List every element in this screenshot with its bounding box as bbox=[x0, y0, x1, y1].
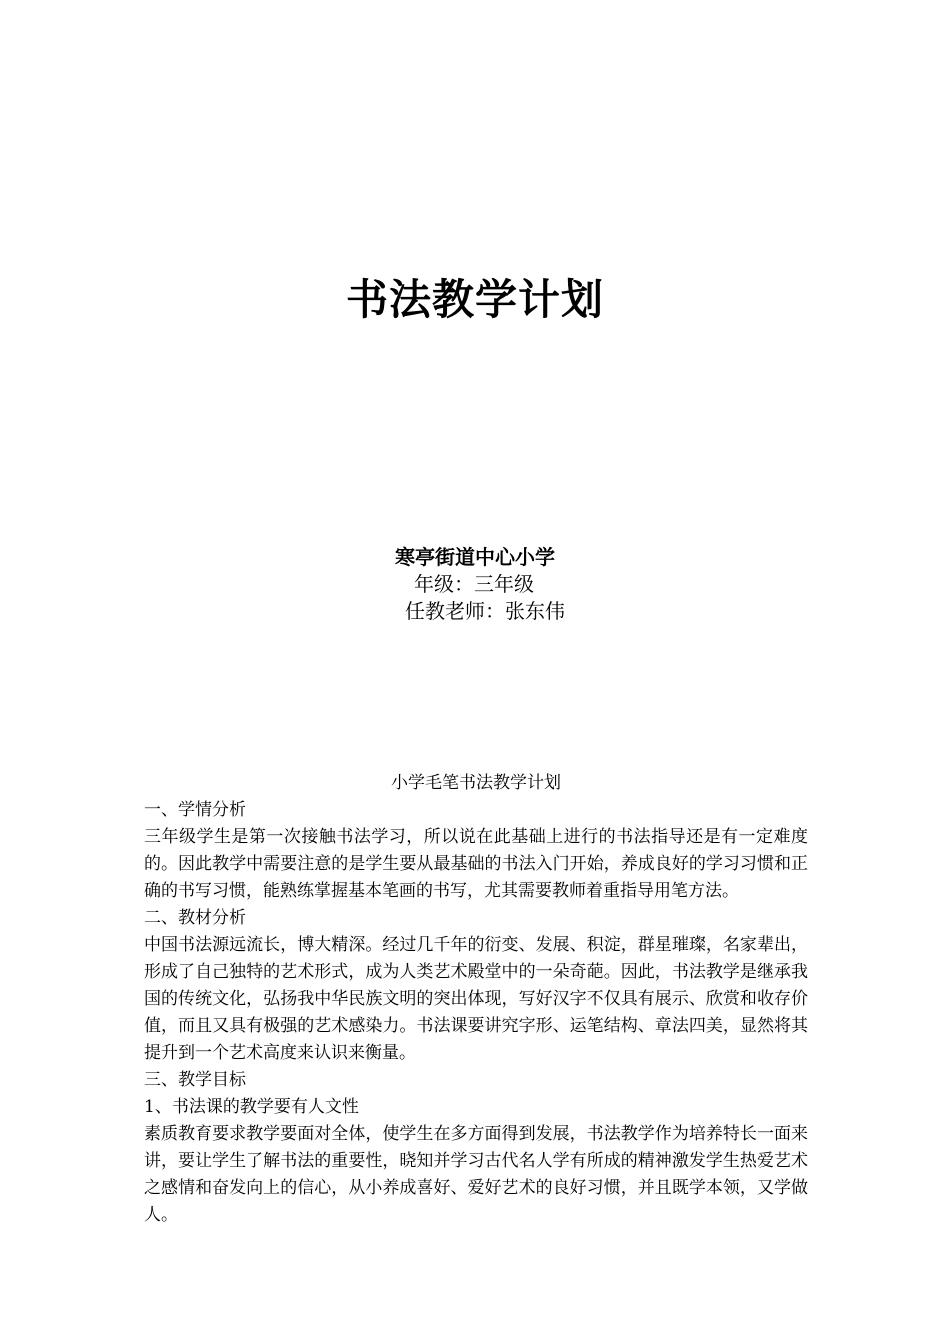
document-body bbox=[144, 770, 808, 1229]
document-subtitle: 小学毛笔书法教学计划 bbox=[391, 773, 561, 793]
page-title: 书法教学计划 bbox=[345, 275, 604, 324]
cover-info bbox=[0, 544, 950, 625]
section-paragraph-2: 中国书法源远流长，博大精深。经过几千年的衍变、发展、积淀，群星璀璨，名家辈出，形成了自己独特的艺术形式，成为人类艺术殿堂中的一朵奇葩。因此，书法教学是继承我国的传统文化，弘扬我中华民族文明的突出体现，写好汉字不仅具有展示、欣赏和收存价值，而且又具有极强的艺术感染力。书法课要讲究字形、运笔结构、章法四美，显然将其提升到一个艺术高度来认识来衡量。 bbox=[144, 935, 808, 1063]
section-heading-2: 二、教材分析 bbox=[144, 908, 246, 928]
section-paragraph-1: 三年级学生是第一次接触书法学习，所以说在此基础上进行的书法指导还是有一定难度的。因此教学中需要注意的是学生要从最基础的书法入门开始，养成良好的学习习惯和正确的书写习惯，能熟练掌握基本笔画的书写，尤其需要教师着重指导用笔方法。 bbox=[144, 827, 808, 901]
subsection-heading-3-1: 1、书法课的教学要有人文性 bbox=[144, 1097, 359, 1117]
school-name: 寒亭街道中心小学 bbox=[395, 545, 555, 569]
teacher-label: 任教老师：张东伟 bbox=[405, 599, 565, 623]
grade-label: 年级：三年级 bbox=[414, 572, 534, 596]
section-heading-1: 一、学情分析 bbox=[144, 800, 246, 820]
section-paragraph-3-1: 素质教育要求教学要面对全体，使学生在多方面得到发展，书法教学作为培养特长一面来讲，要让学生了解书法的重要性，晓知并学习古代名人学有所成的精神激发学生热爱艺术之感情和奋发向上的信心，从小养成喜好、爱好艺术的良好习惯，并且既学本领，又学做人。 bbox=[144, 1124, 808, 1225]
section-heading-3: 三、教学目标 bbox=[144, 1070, 246, 1090]
